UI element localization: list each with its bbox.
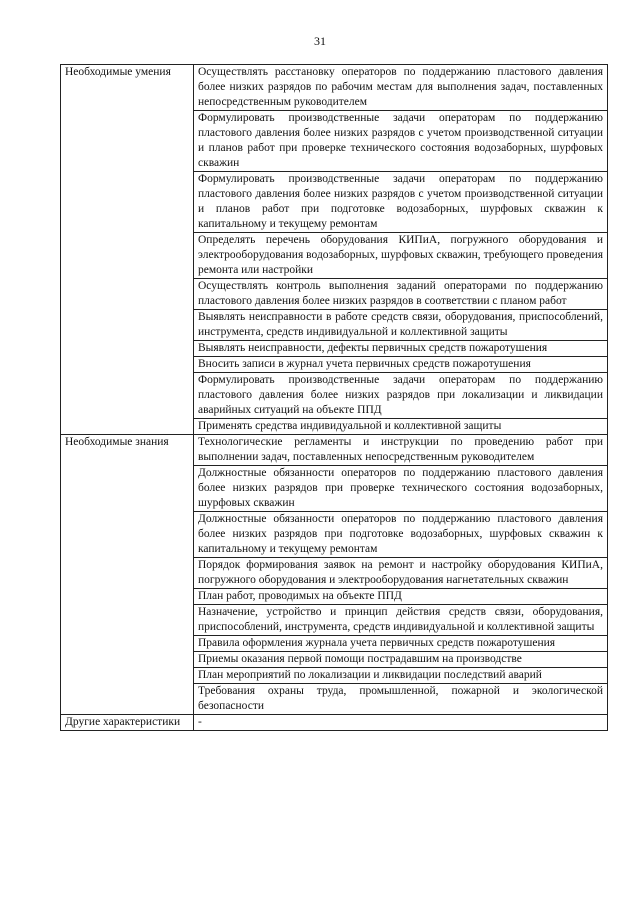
requirement-item: Приемы оказания первой помощи пострадавшим на производстве (194, 652, 608, 668)
table-row (61, 715, 608, 731)
requirement-item: Правила оформления журнала учета первичных средств пожаротушения (194, 636, 608, 652)
requirement-item: Вносить записи в журнал учета первичных средств пожаротушения (194, 357, 608, 373)
requirement-item: Назначение, устройство и принцип действия средств связи, оборудования, приспособлений, инструмента, средств индивидуальной и коллективной защиты (194, 605, 608, 636)
requirement-item: Осуществлять контроль выполнения заданий операторами по поддержанию пластового давления более низких разрядов в соответствии с планом работ (194, 279, 608, 310)
requirement-item: Формулировать производственные задачи операторам по поддержанию пластового давления более низких разрядов с учетом производственной ситуации и планов работ при проверке технического состояния водозаборных, шурфовых скважин (194, 111, 608, 172)
requirement-item: Технологические регламенты и инструкции по проведению работ при выполнении задач, поставленных непосредственным руководителем (194, 435, 608, 466)
requirement-item: - (194, 715, 608, 731)
requirement-item: Применять средства индивидуальной и коллективной защиты (194, 419, 608, 435)
section-label: Другие характеристики (61, 715, 194, 731)
requirement-item: Должностные обязанности операторов по поддержанию пластового давления более низких разрядов при проверке технического состояния водозаборных, шурфовых скважин (194, 466, 608, 512)
requirement-item: Выявлять неисправности в работе средств связи, оборудования, приспособлений, инструмента, средств индивидуальной и коллективной защиты (194, 310, 608, 341)
page-number: 31 (314, 34, 326, 48)
requirement-item: Выявлять неисправности, дефекты первичных средств пожаротушения (194, 341, 608, 357)
requirement-item: Осуществлять расстановку операторов по поддержанию пластового давления более низких разрядов по рабочим местам для выполнения задач, поставленных непосредственным руководителем (194, 65, 608, 111)
section-label: Необходимые умения (61, 65, 194, 435)
requirement-item: План работ, проводимых на объекте ППД (194, 589, 608, 605)
requirement-item: Порядок формирования заявок на ремонт и настройку оборудования КИПиА, погружного оборудования и электрооборудования нагнетательных скважин (194, 558, 608, 589)
table-row (61, 65, 608, 111)
table-row (61, 435, 608, 466)
requirement-item: Требования охраны труда, промышленной, пожарной и экологической безопасности (194, 684, 608, 715)
requirement-item: Определять перечень оборудования КИПиА, погружного оборудования и электрооборудования водозаборных, шурфовых скважин, требующего проведения ремонта или настройки (194, 233, 608, 279)
requirement-item: Формулировать производственные задачи операторам по поддержанию пластового давления более низких разрядов при локализации и ликвидации аварийных ситуаций на объекте ППД (194, 373, 608, 419)
specification-table (60, 64, 608, 731)
requirement-item: Формулировать производственные задачи операторам по поддержанию пластового давления более низких разрядов с учетом производственной ситуации и планов работ при подготовке водозаборных, шурфовых скважин к капитальному и текущему ремонтам (194, 172, 608, 233)
section-label: Необходимые знания (61, 435, 194, 715)
requirement-item: Должностные обязанности операторов по поддержанию пластового давления более низких разрядов при подготовке водозаборных, шурфовых скважин к капитальному и текущему ремонтам (194, 512, 608, 558)
specification-table-body (61, 65, 608, 731)
requirement-item: План мероприятий по локализации и ликвидации последствий аварий (194, 668, 608, 684)
